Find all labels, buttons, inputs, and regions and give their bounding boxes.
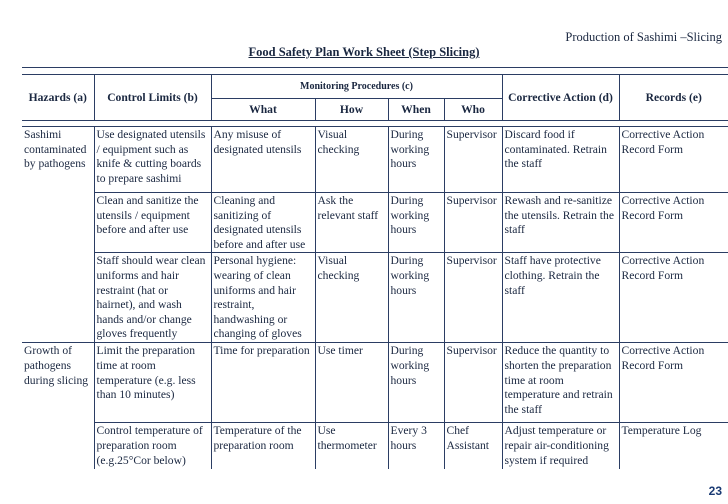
when-cell: Every 3 hours <box>388 423 444 469</box>
table-row <box>22 343 728 423</box>
who-cell: Chef Assistant <box>444 423 502 469</box>
who-cell: Supervisor <box>444 127 502 193</box>
what-cell: Any misuse of designated utensils <box>211 127 315 193</box>
when-cell: During working hours <box>388 127 444 193</box>
header-corrective-action: Corrective Action (d) <box>502 75 619 121</box>
corrective-action-cell: Reduce the quantity to shorten the preparation time at room temperature and retrain the staff <box>502 343 619 423</box>
header-when: When <box>388 99 444 121</box>
how-cell: Visual checking <box>315 253 388 343</box>
control-limit-cell: Staff should wear clean uniforms and hair restraint (hat or hairnet), and wash hands and/or change gloves frequently <box>94 253 211 343</box>
control-limit-cell: Limit the preparation time at room temperature (e.g. less than 10 minutes) <box>94 343 211 423</box>
who-cell: Supervisor <box>444 253 502 343</box>
how-cell: Ask the relevant staff <box>315 193 388 253</box>
corrective-action-cell: Staff have protective clothing. Retrain the staff <box>502 253 619 343</box>
hazard-cell: Sashimi contaminated by pathogens <box>22 127 94 343</box>
when-cell: During working hours <box>388 253 444 343</box>
control-limit-cell: Control temperature of preparation room (e.g.25°Cor below) <box>94 423 211 469</box>
header-who: Who <box>444 99 502 121</box>
who-cell: Supervisor <box>444 343 502 423</box>
how-cell: Visual checking <box>315 127 388 193</box>
control-limit-cell: Clean and sanitize the utensils / equipment before and after use <box>94 193 211 253</box>
header-control-limits: Control Limits (b) <box>94 75 211 121</box>
page-number: 23 <box>708 484 722 498</box>
production-step-label: Production of Sashimi –Slicing <box>565 30 722 44</box>
records-cell: Corrective Action Record Form <box>619 343 728 423</box>
who-cell: Supervisor <box>444 193 502 253</box>
how-cell: Use timer <box>315 343 388 423</box>
table-row <box>22 127 728 193</box>
records-cell: Corrective Action Record Form <box>619 127 728 193</box>
when-cell: During working hours <box>388 343 444 423</box>
corrective-action-cell: Adjust temperature or repair air-conditioning system if required <box>502 423 619 469</box>
table-row <box>22 193 728 253</box>
header-how: How <box>315 99 388 121</box>
what-cell: Cleaning and sanitizing of designated utensils before and after use <box>211 193 315 253</box>
how-cell: Use thermometer <box>315 423 388 469</box>
what-cell: Time for preparation <box>211 343 315 423</box>
corrective-action-cell: Rewash and re-sanitize the utensils. Retrain the staff <box>502 193 619 253</box>
hazard-cell: Growth of pathogens during slicing <box>22 343 94 469</box>
table-row <box>22 253 728 343</box>
header-rule <box>22 67 728 68</box>
records-cell: Corrective Action Record Form <box>619 193 728 253</box>
what-cell: Temperature of the preparation room <box>211 423 315 469</box>
page-title: Food Safety Plan Work Sheet (Step Slicing) <box>248 45 480 59</box>
corrective-action-cell: Discard food if contaminated. Retrain the staff <box>502 127 619 193</box>
when-cell: During working hours <box>388 193 444 253</box>
records-cell: Corrective Action Record Form <box>619 253 728 343</box>
what-cell: Personal hygiene: wearing of clean uniforms and hair restraint, handwashing or changing of gloves <box>211 253 315 343</box>
control-limit-cell: Use designated utensils / equipment such as knife & cutting boards to prepare sashimi <box>94 127 211 193</box>
records-cell: Temperature Log <box>621 424 702 438</box>
table-row <box>22 423 728 469</box>
header-hazards: Hazards (a) <box>22 75 94 121</box>
header-what: What <box>211 99 315 121</box>
header-records: Records (e) <box>619 75 728 121</box>
header-monitoring-procedures: Monitoring Procedures (c) <box>211 75 502 99</box>
food-safety-worksheet-table <box>22 74 728 469</box>
